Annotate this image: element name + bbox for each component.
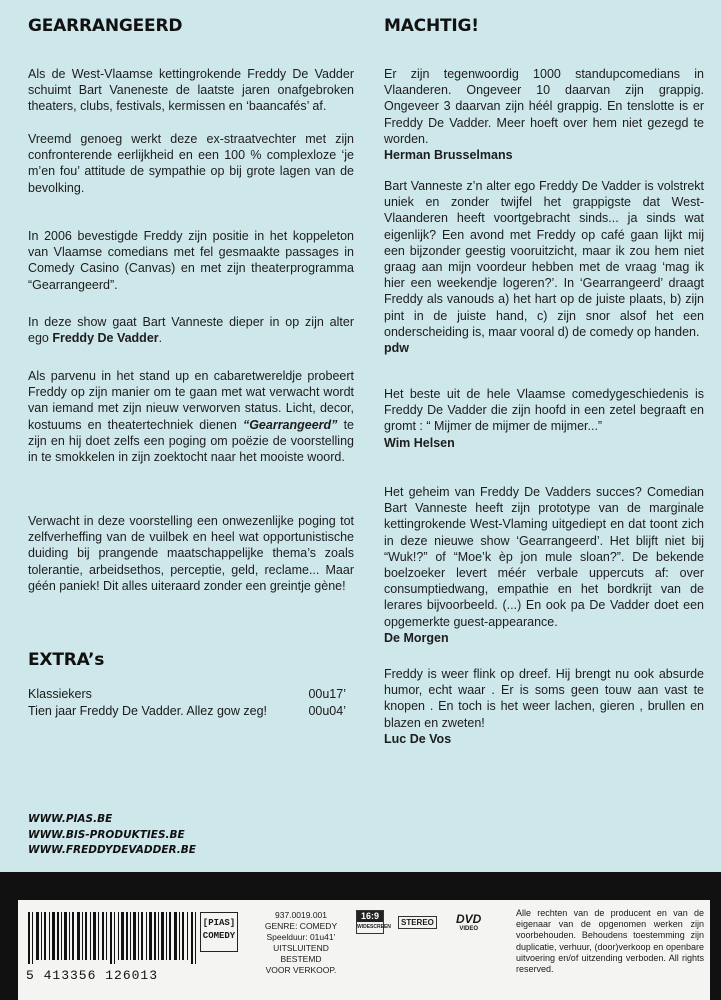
paragraph-4	[28, 314, 354, 346]
runtime: Speelduur: 01u41’	[266, 932, 336, 942]
website-list	[28, 812, 196, 859]
left-heading: GEARRANGEERD	[28, 16, 183, 36]
quote-text: Het beste uit de hele Vlaamse comedygeschiedenis is Freddy De Vadder die zijn hoofd in een zetel begraaft en gromt : “ Mijmer de mijmer de mijmer...”	[384, 387, 704, 434]
quote-author: Luc De Vos	[384, 731, 452, 746]
extras-heading: EXTRA’s	[28, 650, 105, 670]
p4-text: In deze show gaat Bart Vanneste dieper in op zijn alter ego	[28, 315, 354, 346]
quote-author: De Morgen	[384, 630, 449, 645]
extras-list	[28, 686, 346, 719]
extras-time: 00u17’	[308, 687, 346, 701]
quote-1	[384, 66, 704, 163]
p5-title: “Gearrangeerd”	[242, 417, 338, 432]
p5-text: Als parvenu in het stand up en cabaretwereldje probeert Freddy op zijn manier om te gaan met wat verwacht wordt van iemand met zijn nieuw verworven status. Licht, decor, kostuums en theatertechniek dienen	[28, 369, 354, 432]
website-link[interactable]: WWW.BIS-PRODUKTIES.BE	[28, 828, 185, 841]
extras-item	[28, 686, 346, 703]
barcode-icon	[28, 912, 198, 964]
extras-time: 00u04’	[308, 703, 346, 718]
extras-item	[28, 703, 346, 720]
dvd-label: DVD	[456, 912, 482, 926]
right-heading: MACHTIG!	[384, 16, 479, 36]
stereo-icon: STEREO	[398, 916, 437, 929]
catalog-number: 937.0019.001	[275, 910, 327, 920]
intro-paragraph: Als de West-Vlaamse kettingrokende Freddy De Vadder schuimt Bart Vaneneste de laatste jaren onafgebroken theaters, clubs, festivals, kermissen en ‘baancafés’ af.	[28, 67, 354, 114]
quote-5	[384, 666, 704, 747]
quote-author: Wim Helsen	[384, 435, 455, 450]
paragraph-6: Verwacht in deze voorstelling een onwezenlijke poging tot zelfverheffing van de vuilbek en heel wat opportunistische duiding bij prangende maatschappelijke thema’s zoals tolerantie, arbeidsethos, perceptie, geld, reclame... Maar géén paniek! Dit alles uiteraard zonder een greintje gène!	[28, 514, 354, 593]
product-info	[256, 910, 346, 976]
quote-text: Freddy is weer flink op dreef. Hij brengt nu ook absurde humor, echt waar . Er is soms geen touw aan vast te knopen . En toch is het weer lachen, gieren , brullen en blazen en zweten!	[384, 667, 704, 730]
sale-note: VOOR VERKOOP.	[265, 965, 337, 975]
dvd-video-icon	[456, 912, 481, 932]
extras-title: Tien jaar Freddy De Vadder. Allez gow zeg!	[28, 703, 268, 718]
quote-text: Het geheim van Freddy De Vadders succes? Comedian Bart Vanneste heeft zijn prototype van de marginale kettingrokende West-Vlaming uitgediept en dat toont zich in deze nieuwe show ‘Gearrangeerd’. Het blijft niet bij “Wuk!?” of “Moe’k èp jon mule sloan?”. De bekende boelzoeker levert méér verbale uppercuts af: over consumptiedwang, empathie en het bordkrijt van de lerares bijvoorbeeld. (...) En ook pa De Vadder doet een opgemerkte guest-appearance.	[384, 485, 704, 629]
quote-2	[384, 178, 704, 356]
quote-author: pdw	[384, 341, 409, 356]
pias-label: [PIAS]	[202, 918, 236, 928]
extras-title: Klassiekers	[28, 687, 92, 701]
paragraph-3: In 2006 bevestigde Freddy zijn positie in het koppeleton van Vlaamse comedians met fel gesmaakte passages in Comedy Casino (Canvas) en met zijn theaterprogramma “Gearrangeerd”.	[28, 229, 354, 292]
website-link[interactable]: WWW.PIAS.BE	[28, 813, 113, 825]
paragraph-5	[28, 368, 354, 465]
sale-note: UITSLUITEND BESTEMD	[273, 943, 329, 964]
quote-4	[384, 484, 704, 646]
quote-3	[384, 386, 704, 451]
dvd-sublabel: VIDEO	[459, 926, 478, 932]
info-panel	[18, 900, 710, 1000]
pias-sublabel: COMEDY	[202, 931, 236, 941]
quote-text: Bart Vanneste z’n alter ego Freddy De Vadder is volstrekt uniek en zonder twijfel het grappigste dat West-Vlaanderen heeft voortgebracht sinds... ja sinds wat eigenlijk? Een avond met Freddy op café gaan lijkt mij een bijzonder geestig vooruitzicht, maar ik zou hem niet graag aan mijn voordeur hebben met de vraag ‘mag ik hier een weekendje logeren?’. In ‘Gearrangeerd’ draagt Freddy als vanouds a) het hart op de juiste plaats, b) zijn pint in de juiste hand, c) zijn snor alsof het een onderscheiding is, maar vooral d) de comedy op handen.	[384, 179, 704, 339]
paragraph-2: Vreemd genoeg werkt deze ex-straatvechter met zijn confronterende eerlijkheid en een 100 % complexloze ‘je m’en fou’ attitude de sympathie op bij grote lagen van de bevolking.	[28, 132, 354, 195]
website-link[interactable]: WWW.FREDDYDEVADDER.BE	[28, 844, 196, 856]
p5-end: te zijn en hij doet zelfs een poging om poëzie de voorstelling in te smokkelen in zijn zoektocht naar het mooiste woord.	[28, 417, 354, 465]
genre: GENRE: COMEDY	[264, 921, 338, 931]
pias-logo	[200, 912, 238, 952]
widescreen-label: WIDESCREEN	[357, 924, 391, 930]
legal-notice: Alle rechten van de producent en van de eigenaar van de opgenomen werken zijn voorbehouden. Behoudens toestemming zijn duplicatie, verhuur, (door)verkoop en openbare uitvoering en/of uitzending verboden. All rights reserved.	[516, 908, 704, 975]
widescreen-icon	[356, 910, 391, 934]
p4-name: Freddy De Vadder	[52, 331, 159, 346]
barcode-number: 5 413356 126013	[26, 968, 159, 983]
p4-end: .	[158, 331, 163, 346]
quote-author: Herman Brusselmans	[384, 148, 513, 163]
quote-text: Er zijn tegenwoordig 1000 standupcomedians in Vlaanderen. Ongeveer 10 daarvan zijn grappig. Ongeveer 3 daarvan zijn héél grappig. En tenslotte is er Freddy De Vadder. Meer hoeft over hem niet gezegd te worden.	[384, 67, 704, 146]
aspect-ratio: 16:9	[357, 911, 383, 922]
